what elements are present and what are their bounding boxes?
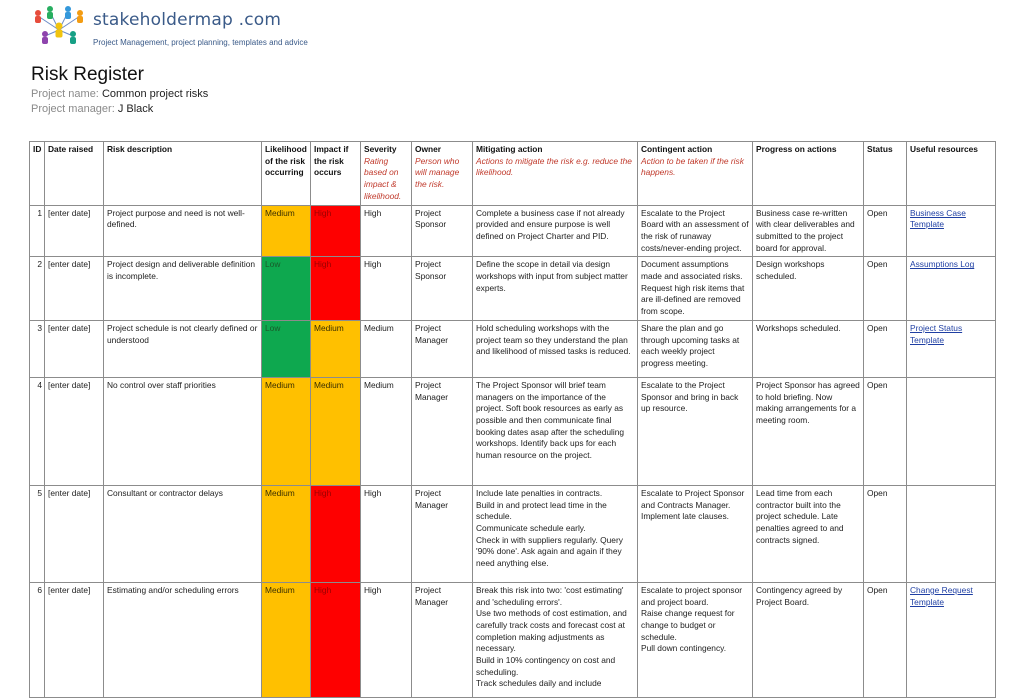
assumptions-log-link[interactable]: Assumptions Log — [910, 259, 975, 270]
header-mitigating — [473, 142, 638, 206]
cell-contingent: Escalate to project sponsor and project board. Raise change request for change to budget or schedule. Pull down contingency. — [638, 582, 753, 697]
cell-severity: High — [361, 582, 412, 697]
brand-header — [30, 4, 350, 48]
header-progress-label: Progress on actions — [756, 144, 837, 154]
cell-progress: Lead time from each contractor built into the project schedule. Late penalties agreed to and contracts signed. — [753, 485, 864, 582]
cell-status: Open — [864, 320, 907, 377]
cell-date[interactable]: [enter date] — [45, 205, 104, 257]
cell-description: Project purpose and need is not well-defined. — [104, 205, 262, 257]
header-contingent — [638, 142, 753, 206]
cell-resource — [907, 582, 996, 697]
project-manager-value: J Black — [117, 103, 154, 115]
cell-contingent: Escalate to the Project Sponsor and bring in back up resource. — [638, 377, 753, 485]
cell-id: 4 — [30, 377, 45, 485]
header-owner — [412, 142, 473, 206]
cell-description: Consultant or contractor delays — [104, 485, 262, 582]
table-row — [30, 485, 996, 582]
cell-likelihood: Medium — [262, 582, 311, 697]
cell-id: 2 — [30, 257, 45, 321]
header-date — [45, 142, 104, 206]
header-status — [864, 142, 907, 206]
cell-description: Estimating and/or scheduling errors — [104, 582, 262, 697]
cell-date[interactable]: [enter date] — [45, 320, 104, 377]
cell-contingent: Escalate to the Project Board with an assessment of the risk of runaway costs/never-ending project. — [638, 205, 753, 257]
project-status-template-link[interactable]: Project Status Template — [910, 322, 963, 345]
cell-owner: Project Sponsor — [412, 257, 473, 321]
header-resources — [907, 142, 996, 206]
project-name-line — [31, 88, 208, 100]
cell-owner: Project Manager — [412, 485, 473, 582]
cell-date[interactable]: [enter date] — [45, 582, 104, 697]
header-description — [104, 142, 262, 206]
cell-description: Project schedule is not clearly defined or understood — [104, 320, 262, 377]
header-contingent-note: Action to be taken if the risk happens. — [641, 155, 744, 178]
header-resources-label: Useful resources — [910, 144, 978, 154]
header-contingent-label: Contingent action — [641, 144, 713, 154]
cell-owner: Project Manager — [412, 320, 473, 377]
header-id — [30, 142, 45, 206]
cell-severity: Medium — [361, 320, 412, 377]
header-date-label: Date raised — [48, 144, 94, 154]
table-row — [30, 582, 996, 697]
header-mitigating-note: Actions to mitigate the risk e.g. reduce the likelihood. — [476, 155, 632, 178]
cell-impact: High — [311, 485, 361, 582]
cell-likelihood: Low — [262, 320, 311, 377]
cell-mitigating: Break this risk into two: 'cost estimating' and 'scheduling errors'. Use two methods of cost estimation, and carefully track costs and forecast cost at completion making adjustments as necessary. Build in 10% contingency on cost and scheduling. Track schedules daily and include — [473, 582, 638, 697]
cell-severity: High — [361, 205, 412, 257]
cell-id: 6 — [30, 582, 45, 697]
cell-status: Open — [864, 582, 907, 697]
cell-id: 5 — [30, 485, 45, 582]
cell-resource — [907, 377, 996, 485]
cell-severity: Medium — [361, 377, 412, 485]
header-owner-label: Owner — [415, 144, 442, 154]
brand-tagline: Project Management, project planning, templates and advice — [93, 38, 308, 47]
cell-date[interactable]: [enter date] — [45, 257, 104, 321]
header-mitigating-label: Mitigating action — [476, 144, 543, 154]
cell-mitigating: The Project Sponsor will brief team managers on the importance of the project. Soft book resources as early as possible and then communicate final booking dates asap after the scheduling workshops. Identify back ups for each human resource on the project. — [473, 377, 638, 485]
cell-status: Open — [864, 485, 907, 582]
header-description-label: Risk description — [107, 144, 173, 154]
cell-owner: Project Sponsor — [412, 205, 473, 257]
cell-contingent: Share the plan and go through upcoming tasks at each weekly project progress meeting. — [638, 320, 753, 377]
cell-owner: Project Manager — [412, 582, 473, 697]
cell-date[interactable]: [enter date] — [45, 377, 104, 485]
cell-impact: Medium — [311, 320, 361, 377]
header-impact-label: Impact if the risk occurs — [314, 144, 349, 178]
header-severity — [361, 142, 412, 206]
cell-likelihood: Medium — [262, 205, 311, 257]
people-network-icon — [30, 4, 88, 46]
cell-impact: Medium — [311, 377, 361, 485]
cell-likelihood: Medium — [262, 485, 311, 582]
table-row — [30, 205, 996, 257]
cell-contingent: Document assumptions made and associated risks. Request high risk items that are ill-defined are removed from scope. — [638, 257, 753, 321]
cell-owner: Project Manager — [412, 377, 473, 485]
header-status-label: Status — [867, 144, 893, 154]
cell-resource — [907, 320, 996, 377]
cell-resource — [907, 257, 996, 321]
cell-contingent: Escalate to Project Sponsor and Contracts Manager. Implement late clauses. — [638, 485, 753, 582]
page-title: Risk Register — [31, 64, 144, 85]
cell-description: Project design and deliverable definition is incomplete. — [104, 257, 262, 321]
cell-id: 3 — [30, 320, 45, 377]
table-row — [30, 377, 996, 485]
cell-impact: High — [311, 582, 361, 697]
header-severity-label: Severity — [364, 144, 397, 154]
cell-progress: Workshops scheduled. — [753, 320, 864, 377]
table-row — [30, 320, 996, 377]
brand-name[interactable]: stakeholdermap .com — [93, 10, 282, 30]
header-owner-note: Person who will manage the risk. — [415, 155, 460, 190]
cell-resource — [907, 205, 996, 257]
cell-likelihood: Medium — [262, 377, 311, 485]
header-progress — [753, 142, 864, 206]
cell-progress: Business case re-written with clear deliverables and submitted to the project board for approval. — [753, 205, 864, 257]
project-manager-label: Project manager: — [31, 103, 115, 115]
business-case-template-link[interactable]: Business Case Template — [910, 207, 966, 230]
header-impact — [311, 142, 361, 206]
cell-impact: High — [311, 257, 361, 321]
cell-status: Open — [864, 377, 907, 485]
table-row — [30, 257, 996, 321]
cell-description: No control over staff priorities — [104, 377, 262, 485]
table-header-row — [30, 142, 996, 206]
project-manager-line — [31, 103, 153, 115]
project-name-value: Common project risks — [101, 88, 209, 100]
cell-mitigating: Include late penalties in contracts. Build in and protect lead time in the schedule. Communicate schedule early. Check in with suppliers regularly. Query '90% done'. Ask again and again if they need anything else. — [473, 485, 638, 582]
header-severity-note: Rating based on impact & likelihood. — [364, 155, 402, 201]
cell-impact: High — [311, 205, 361, 257]
header-likelihood — [262, 142, 311, 206]
project-name-label: Project name: — [31, 88, 99, 100]
cell-progress: Contingency agreed by Project Board. — [753, 582, 864, 697]
cell-resource — [907, 485, 996, 582]
cell-status: Open — [864, 205, 907, 257]
cell-severity: High — [361, 485, 412, 582]
risk-register-table — [29, 141, 996, 698]
header-likelihood-label: Likelihood of the risk occurring — [265, 144, 307, 178]
cell-progress: Design workshops scheduled. — [753, 257, 864, 321]
header-id-label: ID — [33, 144, 42, 154]
cell-progress: Project Sponsor has agreed to hold briefing. Now making arrangements for a meeting room. — [753, 377, 864, 485]
cell-severity: High — [361, 257, 412, 321]
change-request-template-link[interactable]: Change Request Template — [910, 584, 973, 607]
cell-likelihood: Low — [262, 257, 311, 321]
cell-id: 1 — [30, 205, 45, 257]
cell-mitigating: Complete a business case if not already provided and ensure purpose is well defined on Project Charter and PID. — [473, 205, 638, 257]
cell-mitigating: Hold scheduling workshops with the project team so they understand the plan and likelihood of missed tasks is reduced. — [473, 320, 638, 377]
cell-status: Open — [864, 257, 907, 321]
cell-mitigating: Define the scope in detail via design workshops with input from subject matter experts. — [473, 257, 638, 321]
cell-date[interactable]: [enter date] — [45, 485, 104, 582]
